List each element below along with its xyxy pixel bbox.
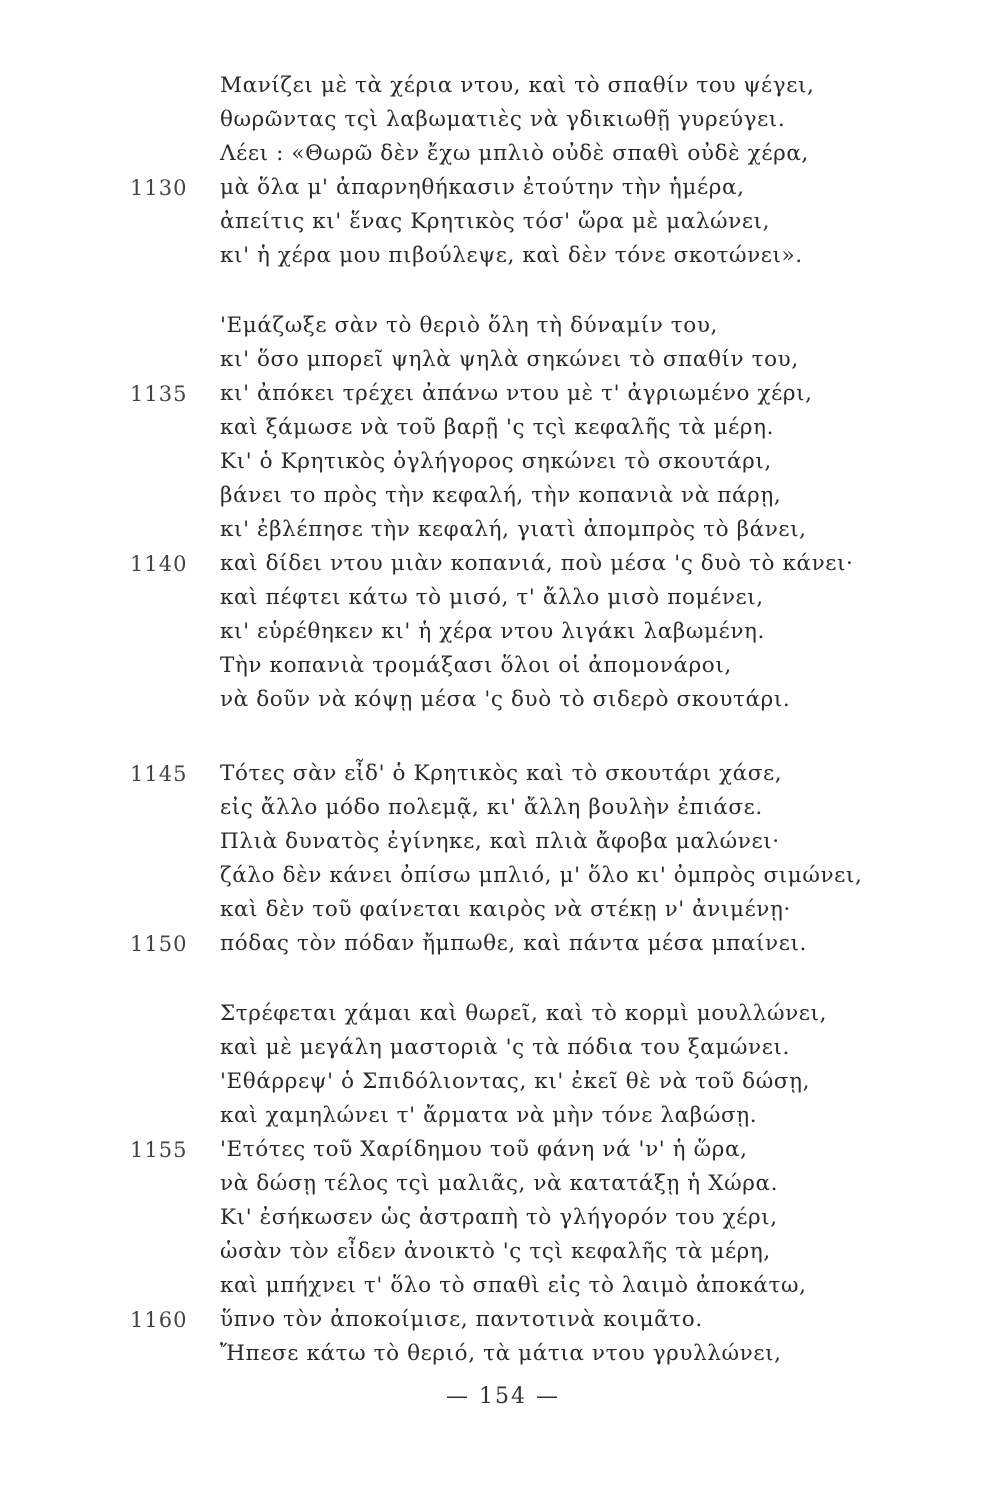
verse-text: ὕπνο τὸν ἀποκοίμισε, παντοτινὰ κοιμᾶτο. — [220, 1307, 703, 1332]
verse-line — [0, 615, 1006, 649]
verse-line — [0, 1133, 1006, 1167]
verse-text: κι' ἀπόκει τρέχει ἀπάνω ντου μὲ τ' ἀγριωμένο χέρι, — [220, 381, 813, 406]
verse-line — [0, 683, 1006, 717]
verse-line — [0, 927, 1006, 961]
verse-line — [0, 239, 1006, 273]
verse-text: ὡσὰν τὸν εἶδεν ἀνοικτὸ 'ς τςὶ κεφαλῆς τὰ μέρη, — [220, 1239, 771, 1264]
verse-line — [0, 1031, 1006, 1065]
verse-line — [0, 649, 1006, 683]
verse-text: Ἤπεσε κάτω τὸ θεριό, τὰ μάτια ντου γρυλλώνει, — [220, 1341, 782, 1366]
verse-text: κι' εὑρέθηκεν κι' ἡ χέρα ντου λιγάκι λαβωμένη. — [220, 619, 765, 644]
verse-line — [0, 581, 1006, 615]
verse-line — [0, 825, 1006, 859]
verse-text: βάνει το πρὸς τὴν κεφαλή, τὴν κοπανιὰ νὰ πάρῃ, — [220, 483, 782, 508]
verse-text: Πλιὰ δυνατὸς ἐγίνηκε, καὶ πλιὰ ἄφοβα μαλώνει· — [220, 829, 780, 854]
line-number: 1160 — [130, 1308, 188, 1332]
verse-text: 'Εμάζωξε σὰν τὸ θεριὸ ὅλη τὴ δύναμίν του, — [220, 313, 718, 338]
verse-text: νὰ δοῦν νὰ κόψῃ μέσα 'ς δυὸ τὸ σιδερὸ σκουτάρι. — [220, 687, 791, 712]
verse-line — [0, 997, 1006, 1031]
verse-text: καὶ μὲ μεγάλη μαστοριὰ 'ς τὰ πόδια του ξαμώνει. — [220, 1035, 790, 1060]
verse-text: κι' ὅσο μπορεῖ ψηλὰ ψηλὰ σηκώνει τὸ σπαθίν του, — [220, 347, 799, 372]
verse-line — [0, 1303, 1006, 1337]
verse-line — [0, 377, 1006, 411]
verse-text: μὰ ὅλα μ' ἀπαρνηθήκασιν ἐτούτην τὴν ἡμέρα, — [220, 175, 745, 200]
verse-text: Τὴν κοπανιὰ τρομάξασι ὅλοι οἱ ἀπομονάροι, — [220, 653, 732, 678]
line-number: 1145 — [130, 762, 188, 786]
stanza-4 — [0, 997, 1006, 1371]
verse-line — [0, 103, 1006, 137]
verse-text: 'Εθάρρεψ' ὁ Σπιδόλιοντας, κι' ἐκεῖ θὲ νὰ τοῦ δώσῃ, — [220, 1069, 811, 1094]
verse-line — [0, 1269, 1006, 1303]
verse-text: κι' ἡ χέρα μου πιβούλεψε, καὶ δὲν τόνε σκοτώνει». — [220, 243, 803, 268]
verse-line — [0, 513, 1006, 547]
verse-text: Λέει : «Θωρῶ δὲν ἔχω μπλιὸ οὐδὲ σπαθὶ οὐδὲ χέρα, — [220, 141, 809, 166]
line-number: 1150 — [130, 932, 188, 956]
stanza-3 — [0, 757, 1006, 961]
line-number: 1135 — [130, 382, 188, 406]
verse-text: Τότες σὰν εἶδ' ὁ Κρητικὸς καὶ τὸ σκουτάρι χάσε, — [220, 761, 783, 786]
verse-line — [0, 309, 1006, 343]
verse-text: Μανίζει μὲ τὰ χέρια ντου, καὶ τὸ σπαθίν του ψέγει, — [220, 73, 815, 98]
verse-line — [0, 205, 1006, 239]
line-number: 1155 — [130, 1138, 188, 1162]
verse-line — [0, 791, 1006, 825]
verse-line — [0, 1099, 1006, 1133]
verse-line — [0, 1167, 1006, 1201]
verse-line — [0, 479, 1006, 513]
verse-text: κι' ἐβλέπησε τὴν κεφαλή, γιατὶ ἀπομπρὸς τὸ βάνει, — [220, 517, 807, 542]
verse-text: καὶ ξάμωσε νὰ τοῦ βαρῇ 'ς τςὶ κεφαλῆς τὰ μέρη. — [220, 415, 775, 440]
verse-text: Κι' ἐσήκωσεν ὡς ἀστραπὴ τὸ γλήγορόν του χέρι, — [220, 1205, 778, 1230]
verse-line — [0, 411, 1006, 445]
verse-line — [0, 893, 1006, 927]
verse-text: 'Ετότες τοῦ Χαρίδημου τοῦ φάνη νά 'ν' ἡ ὥρα, — [220, 1137, 748, 1162]
verse-line — [0, 717, 1006, 751]
verse-text: ζάλο δὲν κάνει ὀπίσω μπλιό, μ' ὅλο κι' ὀμπρὸς σιμώνει, — [220, 863, 863, 888]
verse-text: πόδας τὸν πόδαν ἤμπωθε, καὶ πάντα μέσα μπαίνει. — [220, 931, 807, 956]
verse-text: καὶ δίδει ντου μιὰν κοπανιά, ποὺ μέσα 'ς δυὸ τὸ κάνει· — [220, 551, 854, 576]
verse-line — [0, 445, 1006, 479]
verse-text: θωρῶντας τςὶ λαβωματιὲς νὰ γδικιωθῇ γυρεύγει. — [220, 107, 786, 132]
verse-text: Στρέφεται χάμαι καὶ θωρεῖ, καὶ τὸ κορμὶ μουλλώνει, — [220, 1001, 828, 1026]
verse-text: εἰς ἄλλο μόδο πολεμᾷ, κι' ἄλλη βουλὴν ἐπιάσε. — [220, 795, 763, 820]
verse-line — [0, 69, 1006, 103]
stanza-2 — [0, 309, 1006, 785]
verse-line — [0, 859, 1006, 893]
verse-text: ἀπείτις κι' ἕνας Κρητικὸς τόσ' ὥρα μὲ μαλώνει, — [220, 209, 771, 234]
verse-text: καὶ χαμηλώνει τ' ἄρματα νὰ μὴν τόνε λαβώσῃ. — [220, 1103, 758, 1128]
verse-line — [0, 1235, 1006, 1269]
verse-text: Κι' ὁ Κρητικὸς ὀγλήγορος σηκώνει τὸ σκουτάρι, — [220, 449, 772, 474]
verse-text: καὶ μπήχνει τ' ὅλο τὸ σπαθὶ εἰς τὸ λαιμὸ ἀποκάτω, — [220, 1273, 807, 1298]
stanza-1 — [0, 69, 1006, 273]
line-number: 1140 — [130, 552, 188, 576]
page-number: — 154 — — [446, 1384, 560, 1409]
line-number: 1130 — [130, 176, 188, 200]
verse-line — [0, 1337, 1006, 1371]
verse-line — [0, 137, 1006, 171]
verse-line — [0, 547, 1006, 581]
verse-text: καὶ πέφτει κάτω τὸ μισό, τ' ἄλλο μισὸ πομένει, — [220, 585, 764, 610]
verse-line — [0, 757, 1006, 791]
verse-line — [0, 343, 1006, 377]
verse-line — [0, 171, 1006, 205]
verse-line — [0, 1065, 1006, 1099]
verse-text: καὶ δὲν τοῦ φαίνεται καιρὸς νὰ στέκῃ ν' ἀνιμένῃ· — [220, 897, 791, 922]
verse-line — [0, 1201, 1006, 1235]
verse-text: νὰ δώσῃ τέλος τςὶ μαλιᾶς, νὰ κατατάξῃ ἡ Χώρα. — [220, 1171, 779, 1196]
